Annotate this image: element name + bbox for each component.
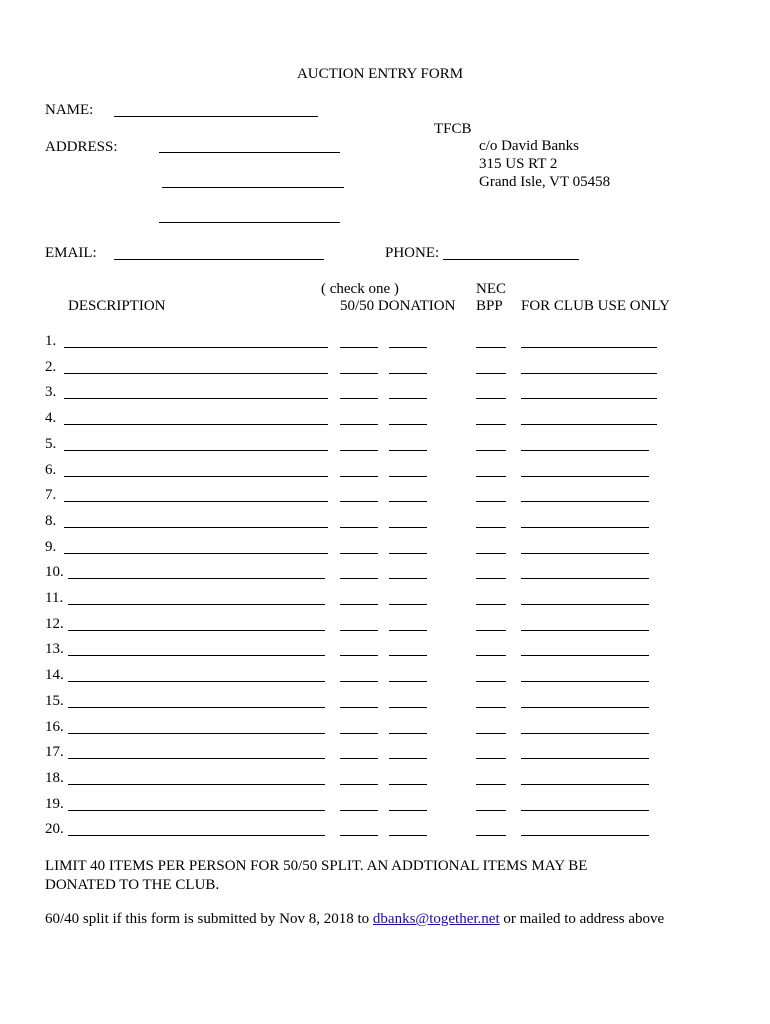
split-field[interactable] bbox=[340, 578, 378, 579]
split-field[interactable] bbox=[340, 681, 378, 682]
nec-bpp-field[interactable] bbox=[476, 373, 506, 374]
bpp-header: BPP bbox=[476, 298, 503, 314]
row-number: 13. bbox=[45, 641, 64, 657]
club-use-field[interactable] bbox=[521, 578, 649, 579]
split-field[interactable] bbox=[340, 398, 378, 399]
club-use-field[interactable] bbox=[521, 450, 649, 451]
email-label: EMAIL: bbox=[45, 245, 97, 261]
description-field[interactable] bbox=[68, 681, 325, 682]
split-field[interactable] bbox=[340, 707, 378, 708]
description-field[interactable] bbox=[64, 476, 328, 477]
donation-field[interactable] bbox=[389, 578, 427, 579]
donation-field[interactable] bbox=[389, 681, 427, 682]
split-field[interactable] bbox=[340, 810, 378, 811]
split-field[interactable] bbox=[340, 604, 378, 605]
club-use-field[interactable] bbox=[521, 835, 649, 836]
description-field[interactable] bbox=[68, 835, 325, 836]
description-field[interactable] bbox=[68, 630, 325, 631]
nec-bpp-field[interactable] bbox=[476, 527, 506, 528]
donation-field[interactable] bbox=[389, 784, 427, 785]
description-field[interactable] bbox=[64, 553, 328, 554]
donation-field[interactable] bbox=[389, 553, 427, 554]
phone-label: PHONE: bbox=[385, 245, 440, 261]
row-number: 6. bbox=[45, 462, 57, 478]
description-field[interactable] bbox=[64, 373, 328, 374]
row-number: 20. bbox=[45, 821, 64, 837]
donation-field[interactable] bbox=[389, 476, 427, 477]
nec-bpp-field[interactable] bbox=[476, 604, 506, 605]
split-field[interactable] bbox=[340, 450, 378, 451]
club-use-field[interactable] bbox=[521, 784, 649, 785]
donation-field[interactable] bbox=[389, 655, 427, 656]
club-use-field[interactable] bbox=[521, 733, 649, 734]
split-field[interactable] bbox=[340, 835, 378, 836]
description-field[interactable] bbox=[68, 810, 325, 811]
nec-bpp-field[interactable] bbox=[476, 630, 506, 631]
club-use-field[interactable] bbox=[521, 810, 649, 811]
club-use-field[interactable] bbox=[521, 527, 649, 528]
split-field[interactable] bbox=[340, 630, 378, 631]
row-number: 10. bbox=[45, 564, 64, 580]
nec-bpp-field[interactable] bbox=[476, 655, 506, 656]
club-use-field[interactable] bbox=[521, 681, 649, 682]
row-number: 18. bbox=[45, 770, 64, 786]
donation-field[interactable] bbox=[389, 398, 427, 399]
nec-bpp-field[interactable] bbox=[476, 398, 506, 399]
description-header: DESCRIPTION bbox=[68, 298, 166, 314]
mailing-org: TFCB bbox=[434, 121, 472, 137]
nec-bpp-field[interactable] bbox=[476, 476, 506, 477]
donation-field[interactable] bbox=[389, 707, 427, 708]
donation-field[interactable] bbox=[389, 604, 427, 605]
description-field[interactable] bbox=[64, 398, 328, 399]
nec-bpp-field[interactable] bbox=[476, 347, 506, 348]
club-use-field[interactable] bbox=[521, 347, 657, 348]
limit-note-line-2: DONATED TO THE CLUB. bbox=[45, 877, 220, 893]
club-use-field[interactable] bbox=[521, 758, 649, 759]
description-field[interactable] bbox=[64, 347, 328, 348]
club-use-field[interactable] bbox=[521, 373, 657, 374]
club-use-field[interactable] bbox=[521, 630, 649, 631]
donation-field[interactable] bbox=[389, 501, 427, 502]
donation-field[interactable] bbox=[389, 450, 427, 451]
description-field[interactable] bbox=[68, 578, 325, 579]
description-field[interactable] bbox=[68, 733, 325, 734]
donation-field[interactable] bbox=[389, 373, 427, 374]
limit-note-line-1: LIMIT 40 ITEMS PER PERSON FOR 50/50 SPLIT. AN ADDTIONAL ITEMS MAY BE bbox=[45, 858, 588, 874]
nec-bpp-field[interactable] bbox=[476, 758, 506, 759]
description-field[interactable] bbox=[64, 527, 328, 528]
donation-field[interactable] bbox=[389, 835, 427, 836]
description-field[interactable] bbox=[68, 655, 325, 656]
description-field[interactable] bbox=[68, 707, 325, 708]
split-field[interactable] bbox=[340, 527, 378, 528]
row-number: 16. bbox=[45, 719, 64, 735]
donation-field[interactable] bbox=[389, 347, 427, 348]
row-number: 7. bbox=[45, 487, 57, 503]
split-donation-header: 50/50 DONATION bbox=[340, 298, 456, 314]
donation-field[interactable] bbox=[389, 810, 427, 811]
split-field[interactable] bbox=[340, 655, 378, 656]
nec-bpp-field[interactable] bbox=[476, 810, 506, 811]
row-number: 4. bbox=[45, 410, 57, 426]
split-note-suffix: or mailed to address above bbox=[499, 911, 665, 927]
split-field[interactable] bbox=[340, 347, 378, 348]
mailing-line-3: Grand Isle, VT 05458 bbox=[479, 174, 611, 190]
row-number: 19. bbox=[45, 796, 64, 812]
row-number: 8. bbox=[45, 513, 57, 529]
nec-bpp-field[interactable] bbox=[476, 681, 506, 682]
description-field[interactable] bbox=[64, 501, 328, 502]
nec-header: NEC bbox=[476, 281, 506, 297]
split-field[interactable] bbox=[340, 476, 378, 477]
check-one-header: ( check one ) bbox=[321, 281, 399, 297]
nec-bpp-field[interactable] bbox=[476, 707, 506, 708]
donation-field[interactable] bbox=[389, 630, 427, 631]
nec-bpp-field[interactable] bbox=[476, 835, 506, 836]
donation-field[interactable] bbox=[389, 733, 427, 734]
row-number: 3. bbox=[45, 384, 57, 400]
description-field[interactable] bbox=[68, 758, 325, 759]
nec-bpp-field[interactable] bbox=[476, 501, 506, 502]
donation-field[interactable] bbox=[389, 527, 427, 528]
mailing-line-1: c/o David Banks bbox=[479, 138, 579, 154]
club-use-field[interactable] bbox=[521, 553, 649, 554]
split-note bbox=[45, 911, 664, 928]
nec-bpp-field[interactable] bbox=[476, 578, 506, 579]
row-number: 5. bbox=[45, 436, 57, 452]
nec-bpp-field[interactable] bbox=[476, 733, 506, 734]
form-title: AUCTION ENTRY FORM bbox=[296, 66, 464, 82]
club-use-field[interactable] bbox=[521, 398, 657, 399]
club-use-field[interactable] bbox=[521, 655, 649, 656]
split-field[interactable] bbox=[340, 424, 378, 425]
description-field[interactable] bbox=[64, 424, 328, 425]
row-number: 14. bbox=[45, 667, 64, 683]
row-number: 12. bbox=[45, 616, 64, 632]
club-use-field[interactable] bbox=[521, 476, 649, 477]
mailing-line-2: 315 US RT 2 bbox=[479, 156, 558, 172]
club-use-field[interactable] bbox=[521, 604, 649, 605]
nec-bpp-field[interactable] bbox=[476, 784, 506, 785]
nec-bpp-field[interactable] bbox=[476, 553, 506, 554]
row-number: 9. bbox=[45, 539, 57, 555]
split-note-prefix: 60/40 split if this form is submitted by Nov 8, 2018 to bbox=[45, 911, 373, 927]
nec-bpp-field[interactable] bbox=[476, 450, 506, 451]
split-field[interactable] bbox=[340, 553, 378, 554]
split-field[interactable] bbox=[340, 758, 378, 759]
nec-bpp-field[interactable] bbox=[476, 424, 506, 425]
row-number: 2. bbox=[45, 359, 57, 375]
split-field[interactable] bbox=[340, 733, 378, 734]
split-field[interactable] bbox=[340, 784, 378, 785]
address-label: ADDRESS: bbox=[45, 139, 118, 155]
name-label: NAME: bbox=[45, 102, 94, 118]
row-number: 17. bbox=[45, 744, 64, 760]
row-number: 1. bbox=[45, 333, 57, 349]
description-field[interactable] bbox=[64, 450, 328, 451]
club-use-field[interactable] bbox=[521, 501, 649, 502]
club-use-field[interactable] bbox=[521, 707, 649, 708]
club-use-field[interactable] bbox=[521, 424, 657, 425]
club-use-header: FOR CLUB USE ONLY bbox=[521, 298, 670, 314]
row-number: 15. bbox=[45, 693, 64, 709]
split-field[interactable] bbox=[340, 373, 378, 374]
description-field[interactable] bbox=[68, 604, 325, 605]
split-field[interactable] bbox=[340, 501, 378, 502]
row-number: 11. bbox=[45, 590, 64, 606]
donation-field[interactable] bbox=[389, 758, 427, 759]
email-link[interactable]: dbanks@together.net bbox=[372, 911, 500, 927]
donation-field[interactable] bbox=[389, 424, 427, 425]
description-field[interactable] bbox=[68, 784, 325, 785]
